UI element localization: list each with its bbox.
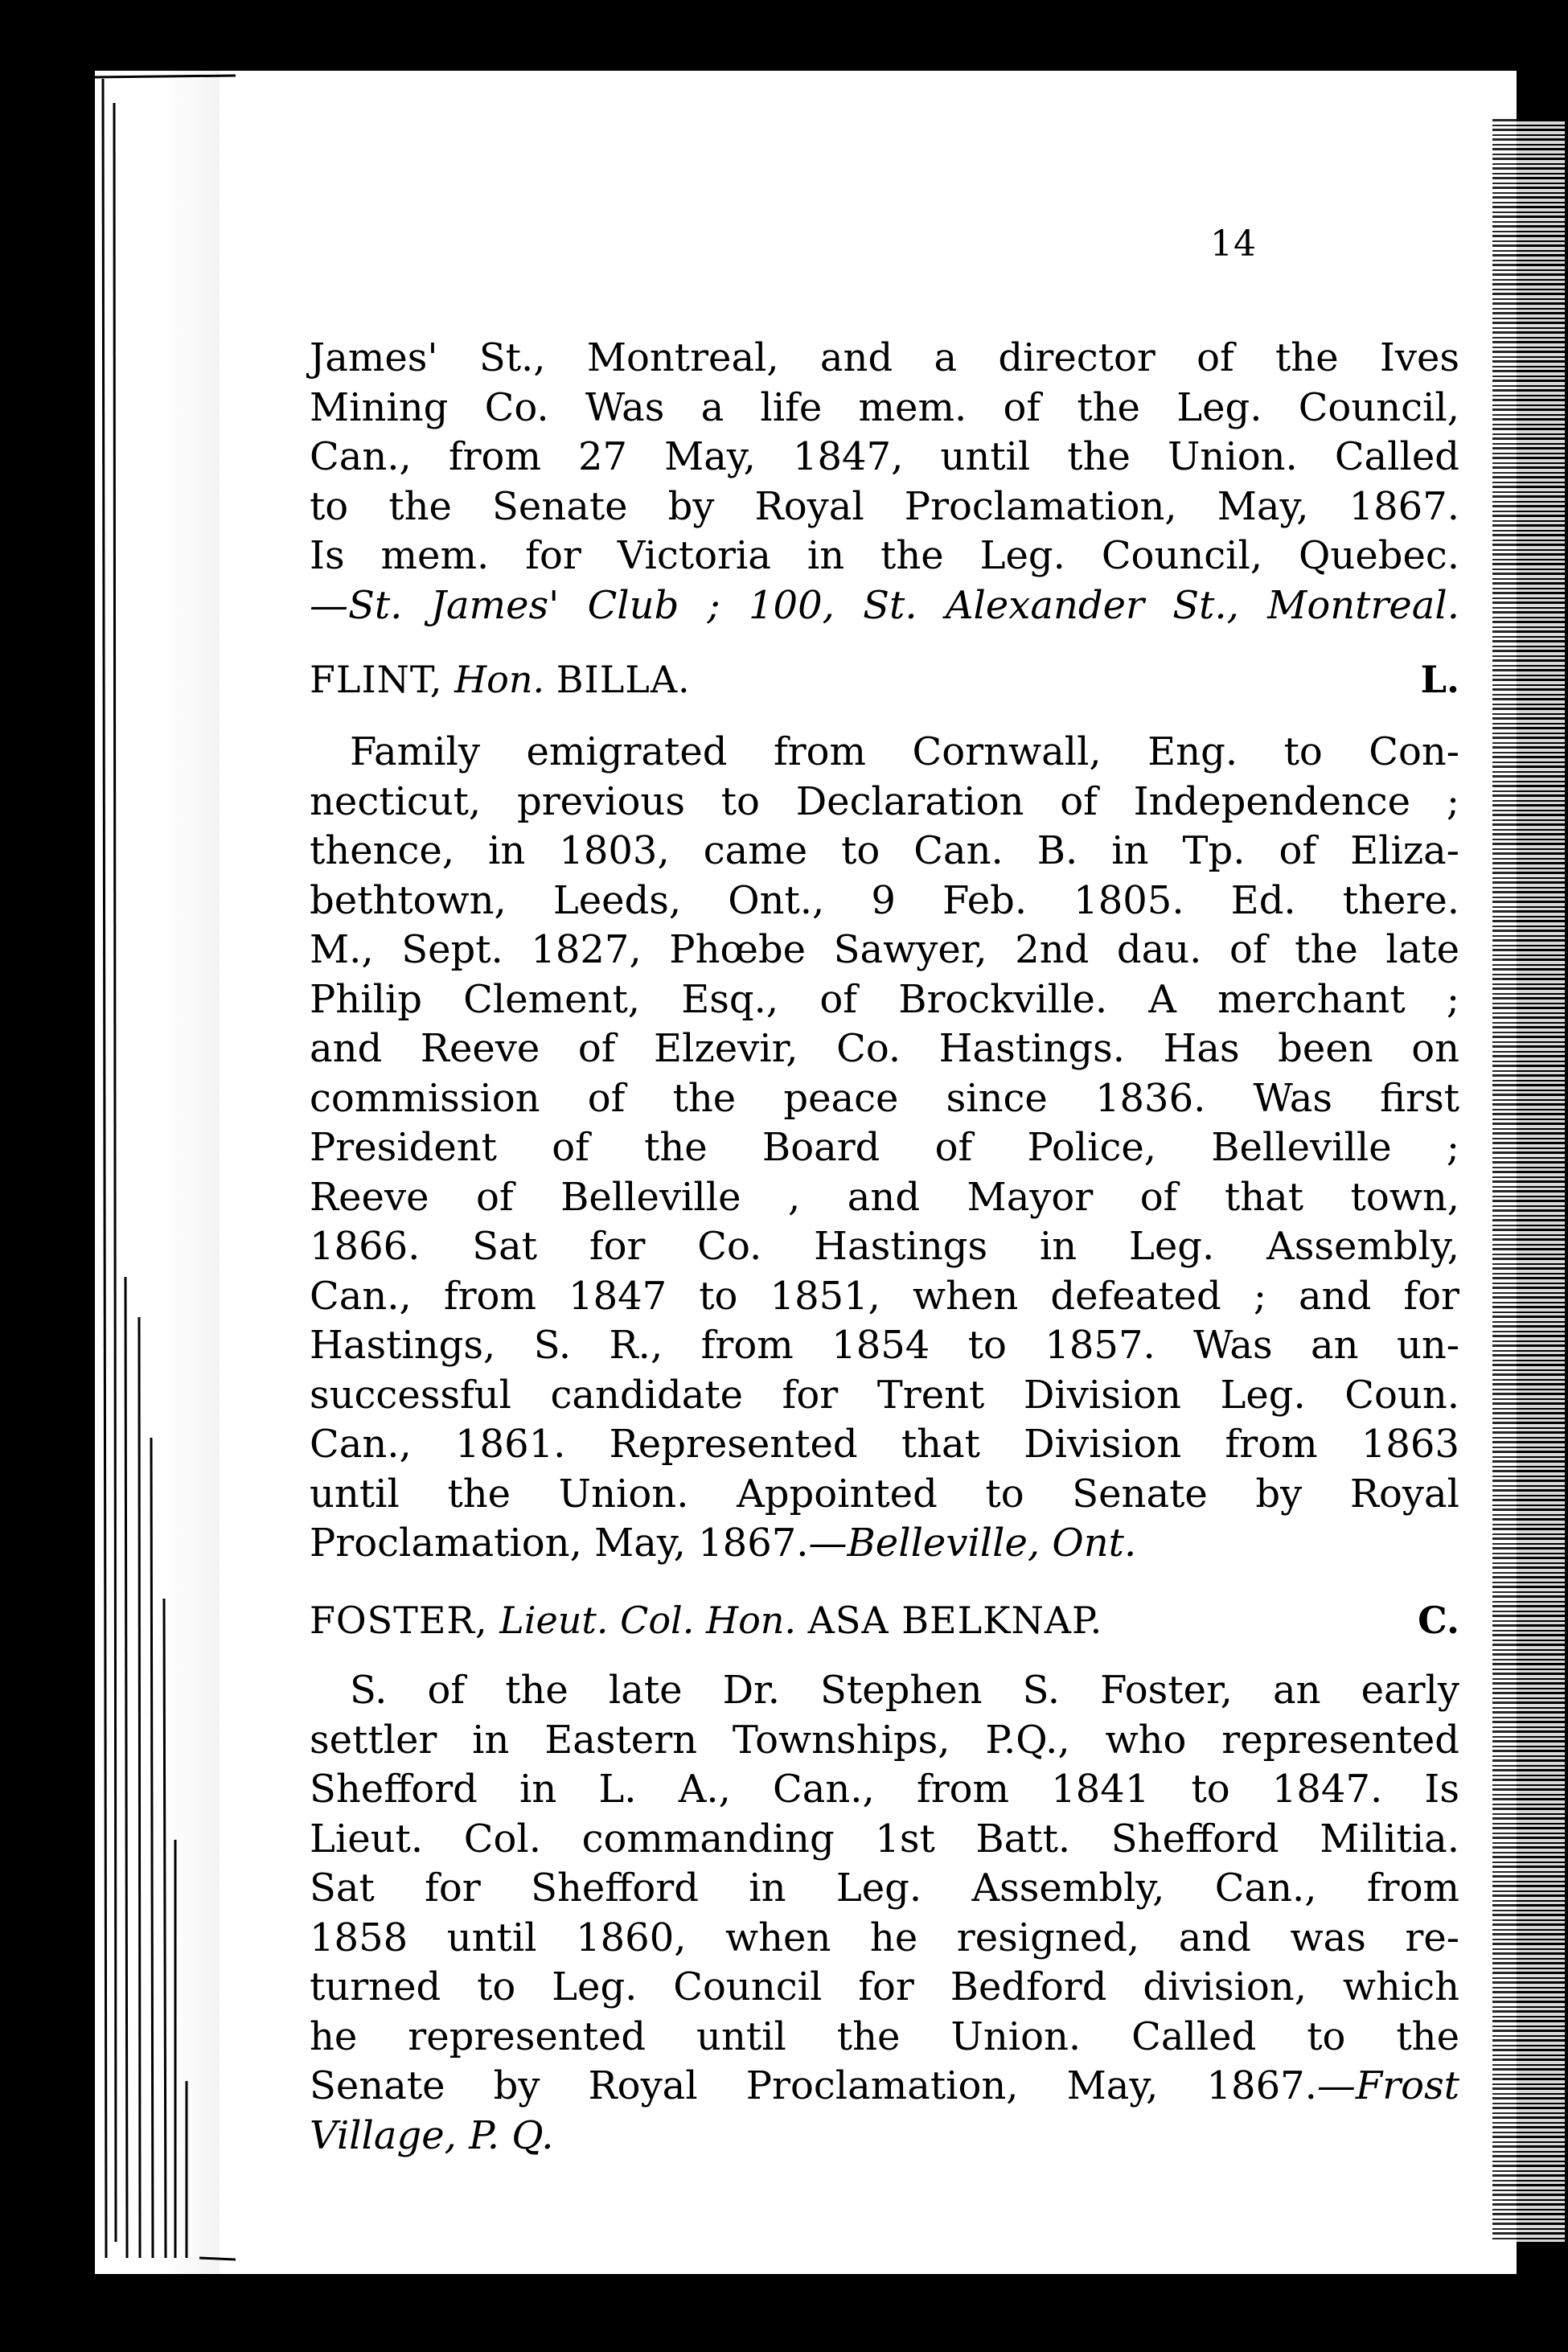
text-line: settler in Eastern Townships, P.Q., who represented <box>310 1717 1459 1763</box>
text-line: James' St., Montreal, and a director of the Ives <box>310 335 1459 380</box>
entry-given-name: BILLA. <box>556 658 691 701</box>
address-line: —Belleville, Ont. <box>808 1521 1137 1566</box>
intro-paragraph <box>310 334 1459 630</box>
text-line: Sat for Shefford in Leg. Assembly, Can., from <box>310 1866 1459 1911</box>
entry-code: C. <box>1418 1599 1459 1642</box>
text-line: Hastings, S. R., from 1854 to 1857. Was an un- <box>310 1323 1459 1368</box>
text-line: 1858 until 1860, when he resigned, and was re- <box>310 1915 1459 1960</box>
entry-surname: FLINT, <box>310 658 443 701</box>
entry-body-flint <box>310 728 1459 1569</box>
text-line <box>310 2062 1459 2112</box>
entry-title: Hon. <box>454 658 545 701</box>
page-number: 14 <box>1210 224 1257 265</box>
binding-marks <box>95 71 236 2274</box>
entry-code: L. <box>1420 658 1459 701</box>
text-line: bethtown, Leeds, Ont., 9 Feb. 1805. Ed. there. <box>310 877 1459 923</box>
address-line: —Frost <box>1316 2063 1459 2108</box>
text-line: and Reeve of Elzevir, Co. Hastings. Has been on <box>310 1026 1459 1071</box>
entry-given-name: ASA BELKNAP. <box>807 1599 1103 1642</box>
text-line <box>310 1519 1459 1569</box>
entry-heading-foster <box>310 1596 1459 1644</box>
text-line: to the Senate by Royal Proclamation, May, 1867. <box>310 483 1459 529</box>
text-line: commission of the peace since 1836. Was first <box>310 1075 1459 1121</box>
text-line: S. of the late Dr. Stephen S. Foster, an early <box>350 1668 1459 1713</box>
text-line: Mining Co. Was a life mem. of the Leg. Council, <box>310 384 1459 430</box>
text-line: Can., from 1847 to 1851, when defeated ; and for <box>310 1273 1459 1319</box>
text-line: he represented until the Union. Called to the <box>310 2013 1459 2059</box>
text-line: Is mem. for Victoria in the Leg. Council, Quebec. <box>310 533 1459 578</box>
entry-heading-flint <box>310 655 1459 704</box>
text-line: turned to Leg. Council for Bedford division, which <box>310 1964 1459 2009</box>
text-fragment: Senate by Royal Proclamation, May, 1867. <box>310 2063 1317 2108</box>
text-line: Reeve of Belleville , and Mayor of that town, <box>310 1174 1459 1220</box>
text-line: Philip Clement, Esq., of Brockville. A merchant ; <box>310 976 1459 1022</box>
entry-title: Lieut. Col. Hon. <box>499 1599 797 1642</box>
entry-body-foster <box>310 1666 1459 2161</box>
text-line: Shefford in L. A., Can., from 1841 to 1847. Is <box>310 1767 1459 1812</box>
text-line: Can., from 27 May, 1847, until the Union. Called <box>310 434 1459 479</box>
text-line: President of the Board of Police, Belleville ; <box>310 1125 1459 1170</box>
entry-surname: FOSTER, <box>310 1599 488 1642</box>
text-line: Family emigrated from Cornwall, Eng. to Con- <box>350 729 1459 774</box>
text-line: M., Sept. 1827, Phœbe Sawyer, 2nd dau. of the late <box>310 927 1459 972</box>
text-fragment: Proclamation, May, 1867. <box>310 1521 809 1566</box>
text-line: until the Union. Appointed to Senate by Royal <box>310 1471 1459 1517</box>
text-line: thence, in 1803, came to Can. B. in Tp. of Eliza- <box>310 828 1459 873</box>
text-line: Can., 1861. Represented that Division from 1863 <box>310 1422 1459 1467</box>
text-line: Lieut. Col. commanding 1st Batt. Shefford Militia. <box>310 1816 1459 1861</box>
text-line: successful candidate for Trent Division Leg. Coun. <box>310 1372 1459 1418</box>
address-line: —St. James' Club ; 100, St. Alexander St., Montreal. <box>310 582 1459 628</box>
text-line: 1866. Sat for Co. Hastings in Leg. Assembly, <box>310 1224 1459 1269</box>
page-edge <box>1492 119 1565 2242</box>
address-line: Village, P. Q. <box>310 2112 554 2158</box>
text-line: necticut, previous to Declaration of Independence ; <box>310 778 1459 824</box>
